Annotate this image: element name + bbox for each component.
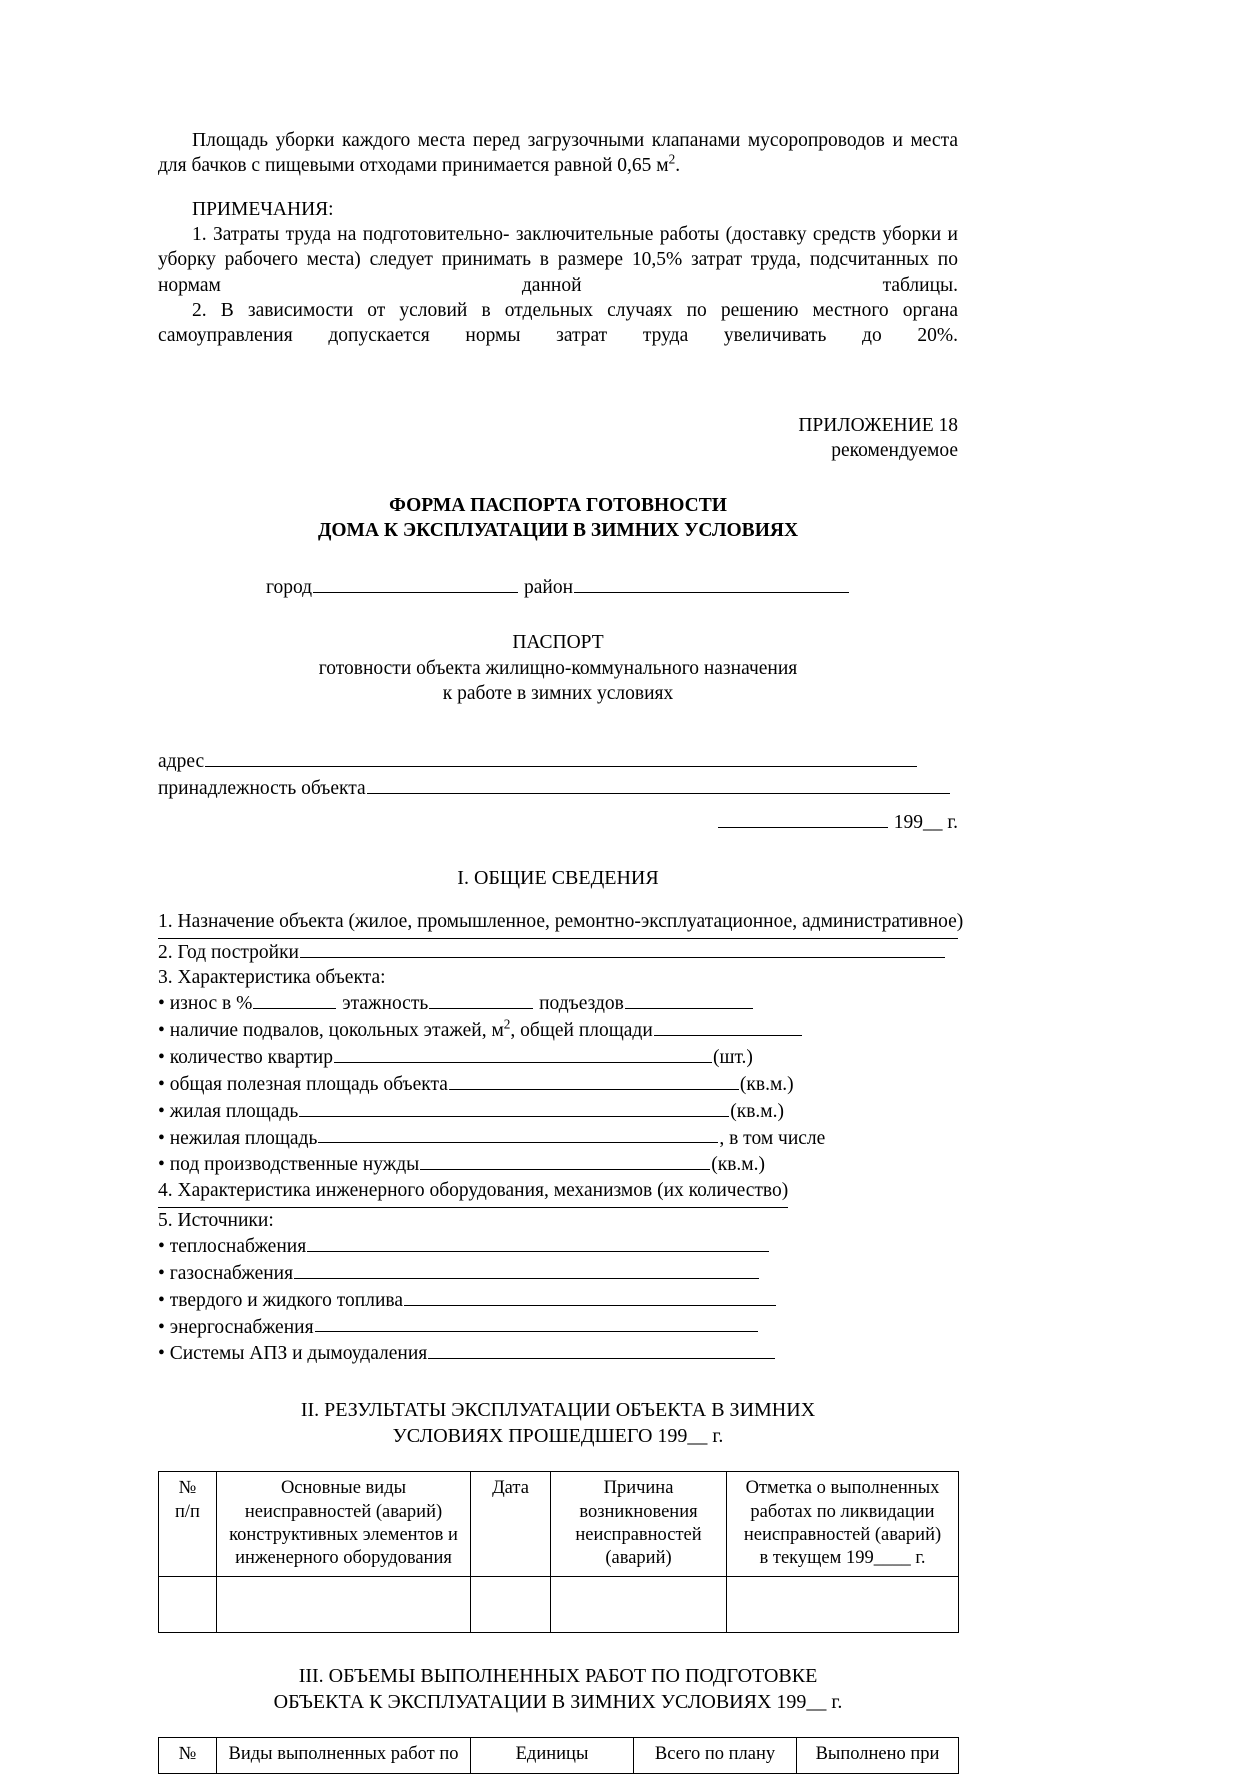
bullet-total-useful-area [158,1071,958,1098]
spacer [158,393,958,413]
table-header-row [159,1472,959,1577]
district-label: район [523,577,574,599]
col-header-completed-works-text: Отметка о выполненных работах по ликвидации неисправностей (аварий) в текущем 199____ г. [743,1478,942,1569]
section-3-heading-line2: ОБЪЕКТА К ЭКСПЛУАТАЦИИ В ЗИМНИХ УСЛОВИЯХ 199__ г. [273,1691,843,1714]
spacer [158,1367,958,1397]
cell-fault-types[interactable] [217,1577,471,1633]
note-2: 2. В зависимости от условий в отдельных случаях по решению местного органа самоуправления допускается нормы затрат труда увеличивать до 20%. [158,300,958,347]
spacer [158,891,958,909]
section-1-item-1: 1. Назначение объекта (жилое, промышленное, ремонтно-эксплуатационное, административное) [158,911,964,933]
bullet-production-unit: (кв.м.) [711,1154,765,1176]
bullet-heat-supply [158,1233,958,1260]
bullet-apartments-unit: (шт.) [712,1046,753,1068]
spacer [158,1633,958,1663]
cell-cause[interactable] [551,1577,727,1633]
spacer [158,1449,958,1471]
bullet-entrances-label: подъездов [539,993,624,1015]
date-input-line[interactable] [718,809,888,828]
col-header-fault-types [217,1472,471,1577]
entrances-input-line[interactable] [625,990,753,1009]
col-header-work-types-text: Виды выполненных работ по [228,1744,459,1765]
basements-superscript: 2 [503,1016,511,1032]
section-1-item-3: 3. Характеристика объекта: [158,966,386,988]
apz-input-line[interactable] [428,1340,775,1359]
production-input-line[interactable] [420,1151,710,1170]
heat-supply-input-line[interactable] [307,1233,769,1252]
section-3-table [158,1737,959,1773]
col-header-number-text: № п/п [175,1478,200,1522]
floors-input-line[interactable] [429,990,533,1009]
passport-subtitle-line2: к работе в зимних условиях [442,683,674,705]
bullet-non-living-area [158,1125,958,1152]
section-1-item-2 [158,939,958,965]
col-header-performed-text: Выполнено при [815,1744,940,1765]
location-line [158,574,958,600]
bullet-apartments-label: • количество квартир [158,1046,333,1068]
bullet-power-supply-label: • энергоснабжения [158,1316,314,1338]
bullet-living-area-label: • жилая площадь [158,1100,299,1122]
intro-paragraph [158,128,958,179]
bullet-apartments-count [158,1044,958,1071]
fuel-input-line[interactable] [404,1287,776,1306]
gas-supply-input-line[interactable] [294,1260,759,1279]
bullet-living-area [158,1098,958,1125]
section-3-table-head [159,1738,959,1773]
intro-paragraph-end: . [675,155,681,177]
bullet-wear-floors-entrances [158,990,958,1017]
bullet-production-label: • под производственные нужды [158,1154,420,1176]
section-2-heading-line1: II. РЕЗУЛЬТАТЫ ЭКСПЛУАТАЦИИ ОБЪЕКТА В ЗИМНИХ [300,1399,816,1422]
section-2-table [158,1471,959,1633]
bullet-gas-supply-label: • газоснабжения [158,1262,294,1284]
bullet-non-living-label: • нежилая площадь [158,1127,318,1149]
passport-title: ПАСПОРТ [512,632,604,654]
total-area-input-line[interactable] [449,1071,739,1090]
cell-completed-works[interactable] [727,1577,959,1633]
table-row[interactable] [159,1577,959,1633]
spacer [158,706,958,736]
bullet-living-area-unit: (кв.м.) [730,1100,785,1122]
spacer [158,835,958,865]
bullet-floors-label: этажность [342,993,429,1015]
section-3-heading-line1: III. ОБЪЕМЫ ВЫПОЛНЕННЫХ РАБОТ ПО ПОДГОТОВКЕ [298,1665,818,1688]
bullet-gas-supply [158,1260,958,1287]
col-header-number [159,1738,217,1773]
section-1-item-4: 4. Характеристика инженерного оборудования, механизмов (их количество) [158,1180,789,1202]
col-header-cause-text: Причина возникновения неисправностей (аварий) [575,1478,702,1569]
basements-input-line[interactable] [654,1017,802,1036]
year-suffix: 199__ г. [893,811,958,833]
section-1-item-2-label: 2. Год постройки [158,941,299,963]
form-title-line2: ДОМА К ЭКСПЛУАТАЦИИ В ЗИМНИХ УСЛОВИЯХ [317,520,799,542]
bullet-apz-smoke-removal [158,1340,958,1367]
spacer [158,464,958,494]
notes-label: ПРИМЕЧАНИЯ: [192,198,334,220]
city-input-line[interactable] [313,574,518,593]
col-header-units [471,1738,634,1773]
bullet-apz-label: • Системы АПЗ и дымоудаления [158,1343,428,1365]
intro-superscript: 2 [668,151,676,167]
power-supply-input-line[interactable] [315,1314,758,1333]
col-header-date [471,1472,551,1577]
bullet-heat-supply-label: • теплоснабжения [158,1235,307,1257]
bullet-basements [158,1017,958,1044]
cell-date[interactable] [471,1577,551,1633]
form-title-line1: ФОРМА ПАСПОРТА ГОТОВНОСТИ [389,495,727,517]
spacer [158,1715,958,1737]
section-2-heading-line2: УСЛОВИЯХ ПРОШЕДШЕГО 199__ г. [392,1425,724,1448]
apartments-input-line[interactable] [334,1044,712,1063]
col-header-number-text: № [178,1744,197,1765]
col-header-total-plan-text: Всего по плану [654,1744,776,1765]
living-area-input-line[interactable] [299,1098,729,1117]
col-header-date-text: Дата [492,1478,529,1499]
note-1: 1. Затраты труда на подготовительно- заключительные работы (доставку средств уборки и уборку рабочего места) следует принимать в размере 10,5% затрат труда, подсчитанных по нормам данной таблицы. [158,224,958,296]
bullet-solid-liquid-fuel-label: • твердого и жидкого топлива [158,1289,404,1311]
city-label: город [265,577,313,599]
non-living-input-line[interactable] [318,1125,718,1144]
appendix-number: ПРИЛОЖЕНИЕ 18 [798,414,958,436]
address-row [158,748,958,774]
col-header-units-text: Единицы [515,1744,589,1765]
section-1-item-5: 5. Источники: [158,1209,274,1231]
table-header-row [159,1738,959,1773]
section-2-table-head [159,1472,959,1577]
address-label: адрес [158,751,205,773]
bullet-solid-liquid-fuel [158,1287,958,1314]
spacer [158,600,958,630]
bullet-production-needs [158,1151,958,1178]
passport-subtitle-line1: готовности объекта жилищно-коммунального назначения [318,657,798,679]
spacer [158,179,958,197]
section-2-table-body [159,1577,959,1633]
col-header-fault-types-text: Основные виды неисправностей (аварий) конструктивных элементов и инженерного оборудования [229,1478,458,1569]
address-input-line[interactable] [205,748,917,767]
col-header-total-plan [634,1738,797,1773]
col-header-completed-works [727,1472,959,1577]
wear-input-line[interactable] [253,990,336,1009]
col-header-performed [797,1738,959,1773]
bullet-non-living-suffix: , в том числе [719,1127,826,1149]
ownership-row [158,775,958,801]
date-row [158,809,958,835]
district-input-line[interactable] [574,574,849,593]
section-1-heading: I. ОБЩИЕ СВЕДЕНИЯ [457,867,659,890]
bullet-basements-label: • наличие подвалов, цокольных этажей, м [158,1020,504,1042]
spacer [158,544,958,574]
col-header-work-types [217,1738,471,1773]
spacer [158,349,958,393]
col-header-cause [551,1472,727,1577]
spacer [158,736,958,748]
appendix-recommendation: рекомендуемое [831,440,958,462]
ownership-input-line[interactable] [367,775,950,794]
bullet-wear-label: • износ в % [158,993,253,1015]
page-content [158,128,964,1774]
ownership-label: принадлежность объекта [158,777,366,799]
bullet-power-supply [158,1314,958,1341]
bullet-basements-label-2: , общей площади [510,1020,653,1042]
intro-paragraph-text: Площадь уборки каждого места перед загрузочными клапанами мусоропроводов и места для бачков с пищевыми отходами принимается равной 0,65 м [158,130,958,177]
bullet-total-area-unit: (кв.м.) [739,1073,794,1095]
build-year-input-line[interactable] [300,939,945,958]
col-header-number [159,1472,217,1577]
bullet-total-area-label: • общая полезная площадь объекта [158,1073,448,1095]
cell-number[interactable] [159,1577,217,1633]
